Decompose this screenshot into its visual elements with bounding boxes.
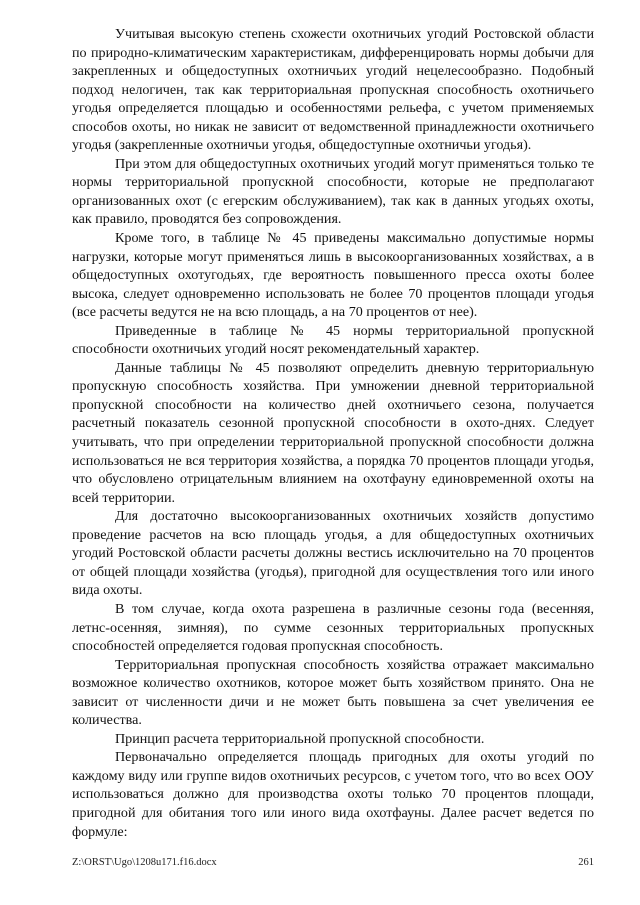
paragraph: Территориальная пропускная способность хозяйства отражает максимально возможное количество охотников, которое может быть хозяйством принято. Она не зависит от численности дичи и не может быть повышена за счет увеличения ее количества.: [72, 656, 594, 729]
paragraph: Данные таблицы № 45 позволяют определить дневную территориальную пропускную способность хозяйства. При умножении дневной территориальной пропускной способности на количество дней охотничьего сезона, получается расчетный показатель сезонной пропускной способности в охото-днях. Следует учитывать, что при определении территориальной пропускной способности должна использоваться не вся территория хозяйства, а порядка 70 процентов площади угодья, что обусловлено отрицательным влиянием на охотфауну единовременной охоты на всей территории.: [72, 359, 594, 506]
paragraph: Принцип расчета территориальной пропускной способности.: [115, 730, 485, 747]
paragraph: Первоначально определяется площадь пригодных для охоты угодий по каждому виду или группе видов охотничьих ресурсов, с учетом того, что во всех ООУ использоваться должно для производства охоты только 70 процентов площади, пригодной для обитания того или иного вида охотфауны. Далее расчет ведется по формуле:: [72, 749, 594, 840]
paragraph: Для достаточно высокоорганизованных охотничьих хозяйств допустимо проведение расчетов на всю площадь угодья, а для общедоступных охотничьих угодий Ростовской области расчеты должны вестись исключительно на 70 процентов от общей площади хозяйства (угодья), пригодной для осуществления того или иного вида охоты.: [72, 508, 594, 599]
paragraph: В том случае, когда охота разрешена в различные сезоны года (весенняя, летнс-осенняя, зимняя), по сумме сезонных территориальных пропускных способностей определяется годовая пропускная способность.: [72, 600, 594, 655]
paragraph: При этом для общедоступных охотничьих угодий могут применяться только те нормы территориальной пропускной способности, которые не предполагают организованных охот (с егерским обслуживанием), так как в данных угодьях охоты, как правило, проводятся без сопровождения.: [72, 155, 594, 228]
paragraph: Приведенные в таблице № 45 нормы территориальной пропускной способности охотничьих угодий носят рекомендательный характер.: [72, 322, 594, 358]
paragraph: Учитывая высокую степень схожести охотничьих угодий Ростовской области по природно-климатическим характеристикам, дифференцировать нормы добычи для закрепленных и общедоступных охотничьих угодий нецелесообразно. Подобный подход нелогичен, так как территориальная пропускная способность охотничьего угодья определяется площадью и особенностями рельефа, с учетом применяемых способов охоты, но никак не зависит от ведомственной принадлежности охотничьего угодья (закрепленные охотничьи угодья, общедоступные охотничьи угодья).: [72, 26, 594, 154]
file-path: Z:\ORST\Ugo\1208u171.f16.docx: [72, 857, 217, 868]
document-body: [72, 25, 594, 841]
page-number: 261: [578, 857, 594, 868]
paragraph: Кроме того, в таблице № 45 приведены максимально допустимые нормы нагрузки, которые могут применяться лишь в высокоорганизованных хозяйствах, а в общедоступных охотугодьях, где вероятность повышенного пресса охоты более высока, следует одновременно использовать не более 70 процентов площади угодья (все расчеты ведутся не на всю площадь, а на 70 процентов от нее).: [72, 230, 594, 321]
